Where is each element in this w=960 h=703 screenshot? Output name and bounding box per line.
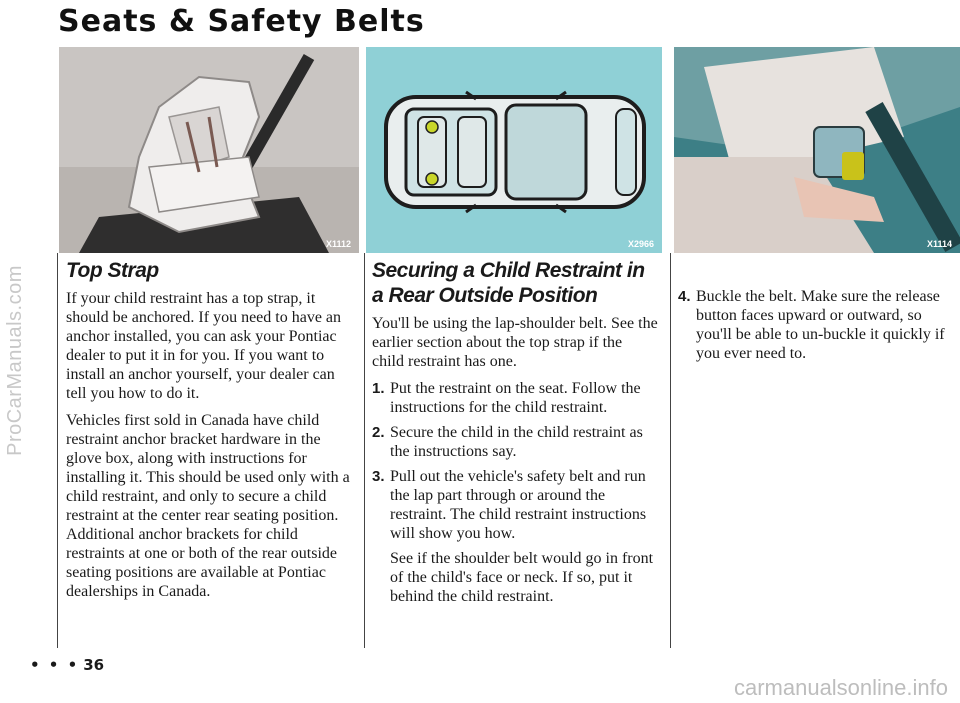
page-number-value: 36 <box>83 656 105 674</box>
figure-id: X1114 <box>926 239 952 249</box>
buckle-photo <box>674 47 960 253</box>
side-watermark-text: ProCarManuals.com <box>3 264 26 456</box>
step-item <box>372 379 658 417</box>
page-dots: • • • <box>30 656 80 674</box>
step-number: 1. <box>372 380 385 397</box>
step-number: 3. <box>372 468 385 485</box>
step-text: Buckle the belt. Make sure the release button faces upward or outward, so you'll be able to un-buckle it quickly if you ever need to. <box>696 288 945 362</box>
figure-id: X2966 <box>627 239 654 249</box>
buckle-section <box>678 287 954 369</box>
left-margin-rule <box>57 253 58 648</box>
figure-id: X1112 <box>325 239 351 249</box>
child-seat-illustration <box>59 47 359 253</box>
section-heading: Securing a Child Restraint in a Rear Outside Position <box>372 259 645 307</box>
column-divider <box>364 253 365 648</box>
paragraph: Vehicles first sold in Canada have child restraint anchor bracket hardware in the glove box, along with instructions for installing it. This should be used only with a child restraint, and only to secure a child restraint at the center rear seating position. Additional anchor brackets for child restraints at one or both of the rear outside seating positions are available at Pontiac dealerships in Canada. <box>66 412 350 600</box>
step-number: 2. <box>372 424 385 441</box>
top-strap-section <box>66 258 356 609</box>
child-seat-photo <box>59 47 359 253</box>
bottom-watermark: carmanualsonline.info <box>733 675 948 700</box>
paragraph: See if the shoulder belt would go in front of the child's face or neck. If so, put it behind the child restraint. <box>390 550 654 605</box>
section-heading: Top Strap <box>66 259 159 282</box>
step-item <box>372 423 658 461</box>
page-title: Seats & Safety Belts <box>58 4 425 39</box>
step-text: Pull out the vehicle's safety belt and run the lap part through or around the restraint. The child restraint instructions will show you how. <box>390 468 647 542</box>
step-item <box>372 467 658 543</box>
side-watermark <box>2 150 28 570</box>
car-top-view-illustration <box>366 47 662 253</box>
column-divider <box>670 253 671 648</box>
buckle-illustration <box>674 47 960 253</box>
step-number: 4. <box>678 288 691 305</box>
page-number <box>30 656 104 674</box>
step-text: Put the restraint on the seat. Follow the instructions for the child restraint. <box>390 380 641 416</box>
paragraph: If your child restraint has a top strap, it should be anchored. If you need to have an anchor installed, you can ask your Pontiac dealer to put it in for you. If you want to install an anchor yourself, your dealer can tell you how to do it. <box>66 290 342 402</box>
step-text: Secure the child in the child restraint as the instructions say. <box>390 424 643 460</box>
rear-outside-section <box>372 258 658 614</box>
car-top-view-photo <box>366 47 662 253</box>
paragraph: You'll be using the lap-shoulder belt. See the earlier section about the top strap if the child restraint has one. <box>372 315 658 370</box>
step-item <box>678 287 954 363</box>
